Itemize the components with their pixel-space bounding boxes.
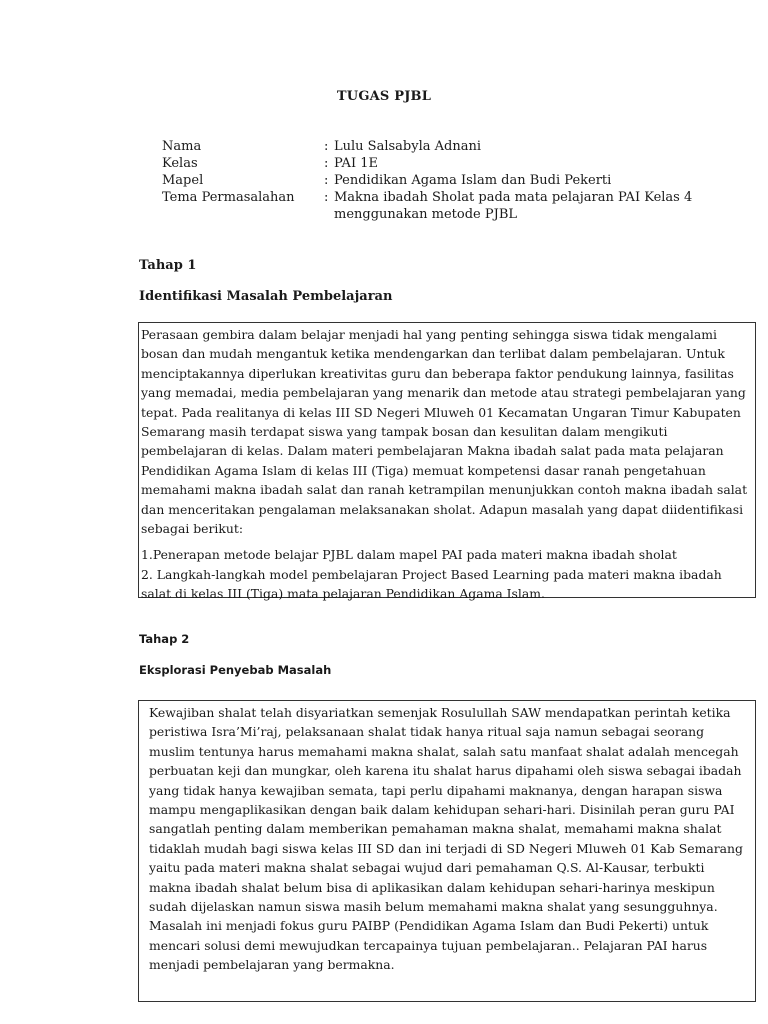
info-label: Nama <box>162 139 202 154</box>
info-label: Tema Permasalahan <box>162 190 295 205</box>
info-colon: : <box>324 190 329 205</box>
info-colon: : <box>324 156 329 171</box>
problem-item: 1.Penerapan metode belajar PJBL dalam mapel PAI pada materi makna ibadah sholat <box>141 547 677 563</box>
info-value-line: menggunakan metode PJBL <box>334 207 518 222</box>
info-value <box>334 189 722 223</box>
document-title: TUGAS PJBL <box>336 89 432 104</box>
info-value: Lulu Salsabyla Adnani <box>334 139 481 154</box>
info-colon: : <box>324 139 329 154</box>
info-value-line: Makna ibadah Sholat pada mata pelajaran PAI Kelas 4 <box>334 190 693 205</box>
section-1-paragraph: Perasaan gembira dalam belajar menjadi hal yang penting sehingga siswa tidak mengalami bosan dan mudah mengantuk ketika mendengarkan dan terlibat dalam pembelajaran. Untuk menciptakannya diperlukan kreativitas guru dan beberapa faktor pendukung lainnya, fasilitas yang memadai, media pembelajaran yang menarik dan metode atau strategi pembelajaran yang tepat. Pada realitanya di kelas III SD Negeri Mluweh 01 Kecamatan Ungaran Timur Kabupaten Semarang masih terdapat siswa yang tampak bosan dan kesulitan dalam mengikuti pembelajaran di kelas. Dalam materi pembelajaran Makna ibadah salat pada mata pelajaran Pendidikan Agama Islam di kelas III (Tiga) memuat kompetensi dasar ranah pengetahuan memahami makna ibadah salat dan ranah ketrampilan menunjukkan contoh makna ibadah salat dan menceritakan pengalaman melaksanakan sholat. Adapun masalah yang dapat diidentifikasi sebagai berikut: <box>141 327 748 537</box>
info-row-kelas <box>162 155 722 172</box>
section-1-heading: Identifikasi Masalah Pembelajaran <box>139 289 393 304</box>
stage-2-label: Tahap 2 <box>139 632 190 646</box>
section-2-heading: Eksplorasi Penyebab Masalah <box>139 663 332 677</box>
student-info <box>162 138 722 223</box>
section-2-paragraph: Kewajiban shalat telah disyariatkan semenjak Rosulullah SAW mendapatkan perintah ketika peristiwa Isra’Mi’raj, pelaksanaan shalat tidak hanya ritual saja namun sebagai seorang muslim tentunya harus memahami makna shalat, salah satu manfaat shalat adalah mencegah perbuatan keji dan mungkar, oleh karena itu shalat harus dipahami oleh siswa sebagai ibadah yang tidak hanya kewajiban semata, tapi perlu dipahami maknanya, dengan harapan siswa mampu mengaplikasikan dengan baik dalam kehidupan sehari-hari. Disinilah peran guru PAI sangatlah penting dalam memberikan pemahaman makna shalat, memahami makna shalat tidaklah mudah bagi siswa kelas III SD dan ini terjadi di SD Negeri Mluweh 01 Kab Semarang yaitu pada materi makna shalat sebagai wujud dari pemahaman Q.S. Al-Kausar, terbukti makna ibadah shalat belum bisa di aplikasikan dalam kehidupan sehari-harinya meskipun sudah dijelaskan namun siswa masih belum memahami makna shalat yang sesungguhnya. Masalah ini menjadi fokus guru PAIBP (Pendidikan Agama Islam dan Budi Pekerti) untuk mencari solusi demi mewujudkan tercapainya tujuan pembelajaran.. Pelajaran PAI harus menjadi pembelajaran yang bermakna. <box>149 705 743 973</box>
cause-exploration-box <box>138 700 756 1002</box>
stage-1-label: Tahap 1 <box>139 258 197 273</box>
info-row-mapel <box>162 172 722 189</box>
info-row-tema <box>162 189 722 223</box>
info-row-nama <box>162 138 722 155</box>
info-value: PAI 1E <box>334 156 378 171</box>
info-value: Pendidikan Agama Islam dan Budi Pekerti <box>334 173 612 188</box>
problem-item: 2. Langkah-langkah model pembelajaran Project Based Learning pada materi makna ibadah salat di kelas III (Tiga) mata pelajaran Pendidikan Agama Islam. <box>141 566 722 602</box>
info-colon: : <box>324 173 329 188</box>
info-label: Mapel <box>162 173 204 188</box>
problem-identification-box <box>138 322 756 602</box>
info-label: Kelas <box>162 156 198 171</box>
